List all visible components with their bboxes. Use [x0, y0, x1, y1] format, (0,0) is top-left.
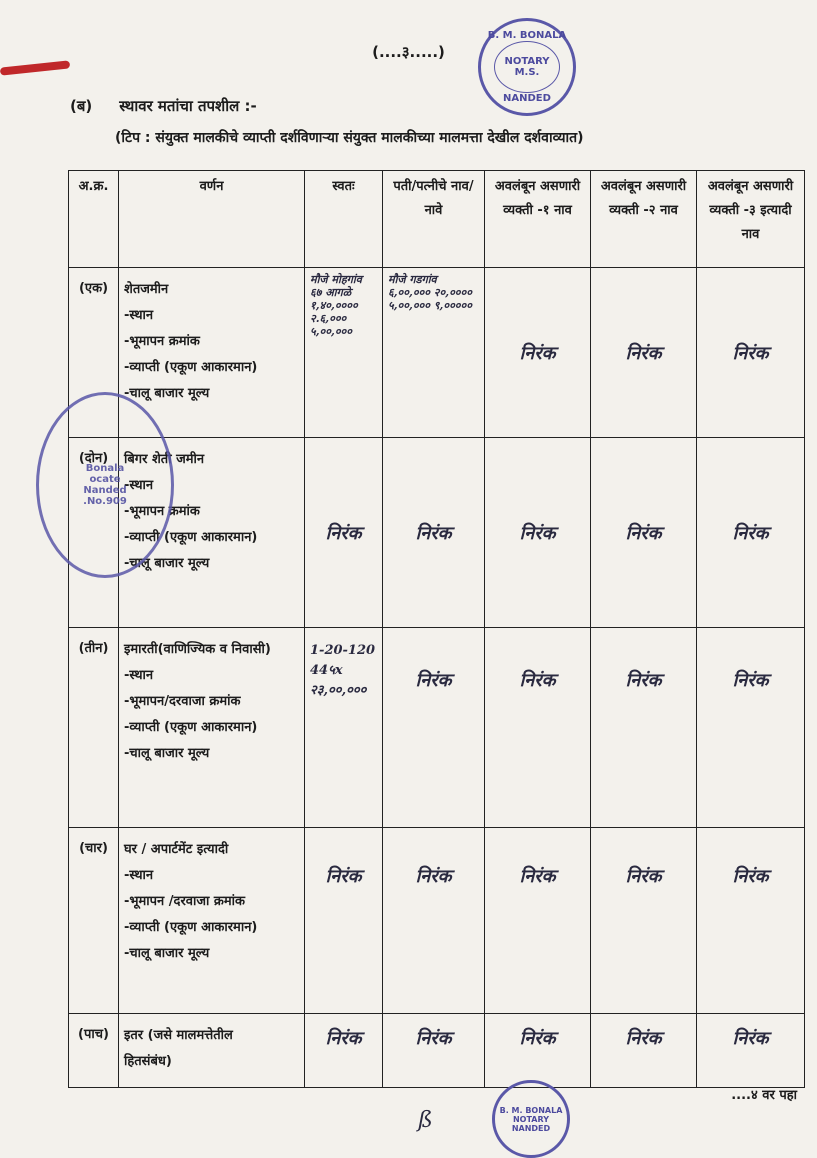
row-number: (पाच) [69, 1014, 119, 1088]
column-header: अवलंबून असणारी व्यक्ती -३ इत्यादी नाव [697, 171, 805, 268]
row-number: (चार) [69, 828, 119, 1014]
handwritten-note: मौजे गडगांव ६,००,००० २०,०००० ५,००,००० ९,००००० [388, 273, 472, 312]
row-description: इतर (जसे मालमत्तेतील हितसंबंध) [119, 1014, 305, 1088]
cell-dependent-1: निरंक [485, 268, 591, 438]
row-description: घर / अपार्टमेंट इत्यादी -स्थान -भूमापन /दरवाजा क्रमांक -व्याप्ती (एकूण आकारमान) -चालू बाजार मूल्य [119, 828, 305, 1014]
table-row [69, 1014, 805, 1088]
cell-self [305, 628, 383, 828]
cell-spouse: निरंक [383, 628, 485, 828]
handwritten-note: 1-20-120 44५x २३,००,००० [310, 643, 376, 698]
cell-dependent-2: निरंक [591, 628, 697, 828]
cell-dependent-1: निरंक [485, 828, 591, 1014]
cell-self [305, 268, 383, 438]
row-description: इमारती(वाणिज्यिक व निवासी) -स्थान -भूमापन/दरवाजा क्रमांक -व्याप्ती (एकूण आकारमान) -चालू बाजार मूल्य [119, 628, 305, 828]
cell-spouse [383, 268, 485, 438]
section-tip: (टिप : संयुक्त मालकीचे व्याप्ती दर्शविणाऱ्या संयुक्त मालकीच्या मालमत्ता देखील दर्शवाव्यात) [115, 130, 584, 146]
column-header: पती/पत्नीचे नाव/नावे [383, 171, 485, 268]
notary-stamp-bottom: B. M. BONALA NOTARY NANDED [492, 1080, 570, 1158]
cell-dependent-3: निरंक [697, 1014, 805, 1088]
continuation-note: ....४ वर पहा [731, 1088, 797, 1103]
cell-self: निरंक [305, 438, 383, 628]
cell-dependent-3: निरंक [697, 268, 805, 438]
column-header: वर्णन [119, 171, 305, 268]
table-row [69, 268, 805, 438]
cell-dependent-2: निरंक [591, 268, 697, 438]
section-heading [70, 96, 257, 116]
table-header-row [69, 171, 805, 268]
cell-spouse: निरंक [383, 828, 485, 1014]
cell-dependent-2: निरंक [591, 1014, 697, 1088]
cell-dependent-2: निरंक [591, 438, 697, 628]
cell-dependent-3: निरंक [697, 628, 805, 828]
signature: ß [418, 1108, 433, 1133]
notary-stamp-left: Bonala ocate Nanded .No.909 [36, 392, 174, 578]
cell-self: निरंक [305, 828, 383, 1014]
cell-spouse: निरंक [383, 1014, 485, 1088]
handwritten-note: मौजे मोहगांव ६७ आगळे १,४०,०००० २.६,००० ५,००,००० [310, 273, 362, 338]
cell-dependent-3: निरंक [697, 828, 805, 1014]
cell-dependent-1: निरंक [485, 438, 591, 628]
cell-dependent-2: निरंक [591, 828, 697, 1014]
cell-spouse: निरंक [383, 438, 485, 628]
column-header: अ.क्र. [69, 171, 119, 268]
cell-dependent-3: निरंक [697, 438, 805, 628]
column-header: स्वतः [305, 171, 383, 268]
row-number: (एक) [69, 268, 119, 438]
immovable-assets-table [68, 170, 805, 1088]
section-label: (ब) [70, 97, 93, 115]
table-row [69, 828, 805, 1014]
row-description: शेतजमीन -स्थान -भूमापन क्रमांक -व्याप्ती (एकूण आकारमान) -चालू बाजार मूल्य [119, 268, 305, 438]
column-header: अवलंबून असणारी व्यक्ती -२ नाव [591, 171, 697, 268]
cell-self: निरंक [305, 1014, 383, 1088]
red-pen-mark [0, 60, 70, 75]
notary-stamp-top: B. M. BONALA NOTARY M.S. NANDED [478, 18, 576, 116]
row-description: बिगर शेती जमीन -स्थान -भूमापन क्रमांक -व्याप्ती (एकूण आकारमान) -चालू बाजार मूल्य [119, 438, 305, 628]
table-row [69, 628, 805, 828]
cell-dependent-1: निरंक [485, 628, 591, 828]
row-number: (तीन) [69, 628, 119, 828]
cell-dependent-1: निरंक [485, 1014, 591, 1088]
row-number: (दोन) [69, 438, 119, 628]
section-title: स्थावर मतांचा तपशील :- [119, 97, 257, 115]
table-row [69, 438, 805, 628]
column-header: अवलंबून असणारी व्यक्ती -१ नाव [485, 171, 591, 268]
page-number: (....३.....) [372, 43, 445, 61]
